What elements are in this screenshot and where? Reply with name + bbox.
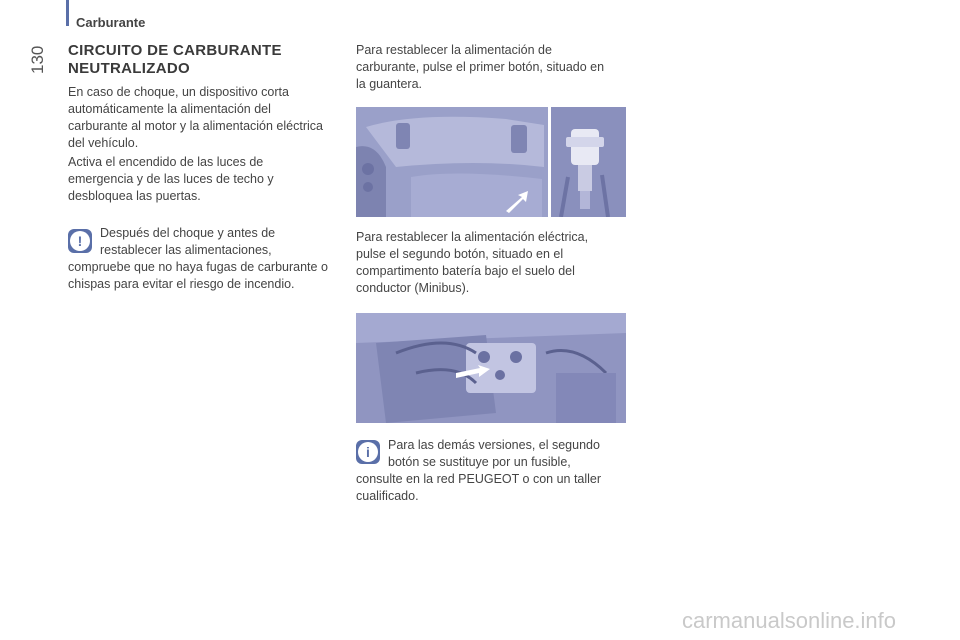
info-line-1: Para las demás versiones, el segundo [388, 438, 600, 452]
effects-paragraph: Activa el encendido de las luces de emergencia y de las luces de techo y desbloquea las puertas. [68, 155, 274, 203]
info-badge [356, 440, 380, 464]
info-icon: i [358, 442, 378, 462]
battery-compartment-illustration [356, 313, 626, 423]
fuel-reset-paragraph: Para restablecer la alimentación de carburante, pulse el primer botón, situado en la guantera. [356, 43, 605, 91]
intro-paragraph: En caso de choque, un dispositivo corta automáticamente la alimentación del carburante al motor y la alimentación eléctrica del vehículo. [68, 85, 323, 150]
header-accent-bar [66, 0, 69, 26]
electric-reset-paragraph: Para restablecer la alimentación eléctrica, pulse el segundo botón, situado en el compartimento batería bajo el suelo del conductor (Minibus). [356, 230, 589, 295]
glovebox-photo [356, 107, 626, 217]
info-body: consulte en la red PEUGEOT o con un taller cualificado. [356, 472, 602, 503]
warning-line-2: restablecer las alimentaciones, [100, 243, 272, 257]
warning-badge [68, 229, 92, 253]
battery-compartment-photo [356, 313, 626, 423]
page-title: CIRCUITO DE CARBURANTE NEUTRALIZADO [68, 42, 282, 77]
warning-line-1: Después del choque y antes de [100, 226, 276, 240]
info-line-2: botón se sustituye por un fusible, [388, 455, 571, 469]
page-number: 130 [28, 45, 47, 74]
warning-body: compruebe que no haya fugas de carburante o chispas para evitar el riesgo de incendio. [68, 260, 328, 291]
glovebox-illustration [356, 107, 626, 217]
warning-icon: ! [70, 231, 90, 251]
watermark: carmanualsonline.info [682, 608, 897, 633]
section-label: Carburante [76, 15, 146, 30]
